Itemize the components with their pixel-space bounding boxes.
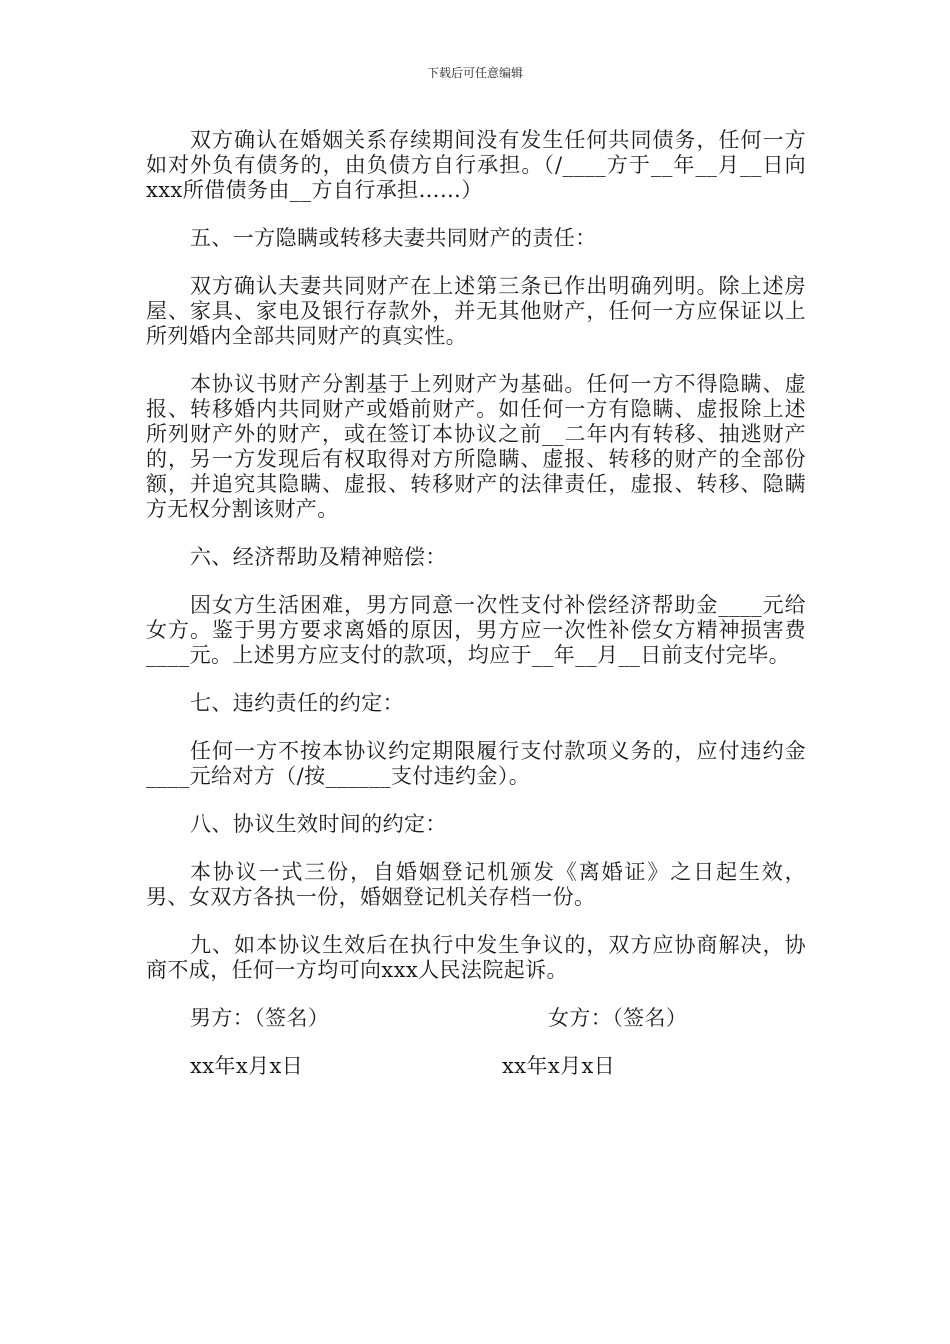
- paragraph-effective: 本协议一式三份，自婚姻登记机颁发《离婚证》之日起生效，男、女双方各执一份，婚姻登记机关存档一份。: [146, 860, 806, 909]
- paragraph-property-division: 本协议书财产分割基于上列财产为基础。任何一方不得隐瞒、虚报、转移婚内共同财产或婚前财产。如任何一方有隐瞒、虚报除上述所列财产外的财产，或在签订本协议之前__二年内有转移、抽逃财产的，另一方发现后有权取得对方所隐瞒、虚报、转移的财产的全部份额，并追究其隐瞒、虚报、转移财产的法律责任，虚报、转移、隐瞒方无权分割该财产。: [146, 372, 806, 521]
- section-heading-6: 六、经济帮助及精神赔偿：: [190, 545, 447, 569]
- section-heading-7: 七、违约责任的约定：: [190, 691, 404, 715]
- section-heading-5: 五、一方隐瞒或转移夫妻共同财产的责任：: [190, 226, 597, 250]
- paragraph-debts: 双方确认在婚姻关系存续期间没有发生任何共同债务，任何一方如对外负有债务的，由负债方自行承担。（/____方于__年__月__日向xxx所借债务由__方自行承担……）: [146, 128, 806, 202]
- signature-row: [146, 1006, 806, 1031]
- female-signature-date: xx年x月x日: [502, 1054, 616, 1078]
- date-row: [146, 1054, 806, 1079]
- male-signature-date: xx年x月x日: [190, 1054, 304, 1078]
- paragraph-compensation: 因女方生活困难，男方同意一次性支付补偿经济帮助金____元给女方。鉴于男方要求离婚的原因，男方应一次性补偿女方精神损害费____元。上述男方应支付的款项，均应于__年__月__日前支付完毕。: [146, 593, 806, 667]
- male-signature-label: 男方：（签名）: [190, 1006, 330, 1030]
- paragraph-property-listed: 双方确认夫妻共同财产在上述第三条已作出明确列明。除上述房屋、家具、家电及银行存款外，并无其他财产，任何一方应保证以上所列婚内全部共同财产的真实性。: [146, 274, 806, 348]
- paragraph-breach: 任何一方不按本协议约定期限履行支付款项义务的，应付违约金____元给对方（/按______支付违约金）。: [146, 739, 806, 788]
- document-body: [146, 128, 806, 1102]
- page-header: 下载后可任意编辑: [426, 66, 523, 80]
- section-heading-8: 八、协议生效时间的约定：: [190, 812, 447, 836]
- female-signature-label: 女方：（签名）: [548, 1006, 688, 1030]
- paragraph-disputes: 九、如本协议生效后在执行中发生争议的，双方应协商解决，协商不成，任何一方均可向xxx人民法院起诉。: [146, 933, 806, 982]
